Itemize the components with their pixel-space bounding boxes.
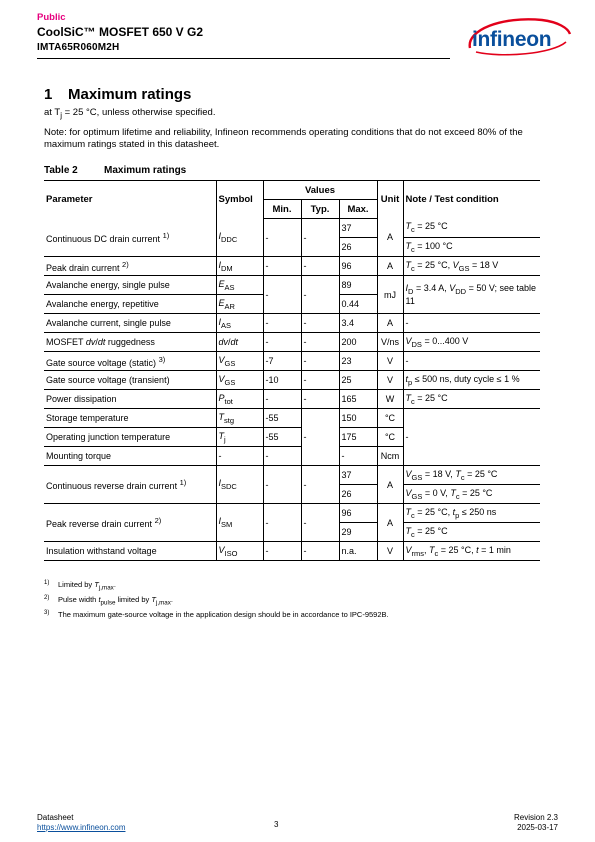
page-number: 3	[274, 820, 279, 829]
cell-min: -55	[263, 428, 301, 447]
footnote	[44, 580, 116, 592]
table-row	[44, 504, 540, 523]
cell-max: 89	[339, 276, 377, 295]
cell-max: 26	[339, 238, 377, 257]
table-row	[44, 352, 540, 371]
footnote-mark: 3)	[44, 610, 50, 616]
cell-symbol: $E_{AR}$	[216, 295, 263, 314]
footer-url-link[interactable]: https://www.infineon.com	[37, 823, 126, 832]
cell-unit: A	[377, 504, 403, 542]
cell-param: Avalanche energy, repetitive	[44, 295, 216, 314]
cell-unit: V	[377, 371, 403, 390]
cell-unit: V/ns	[377, 333, 403, 352]
cell-max: 25	[339, 371, 377, 390]
logo-text: infineon	[472, 28, 552, 51]
cell-max: 29	[339, 523, 377, 542]
cell-min: -	[263, 333, 301, 352]
col-header-symbol: Symbol	[216, 181, 263, 219]
cell-max: 23	[339, 352, 377, 371]
table-row	[44, 257, 540, 276]
col-header-values: Values	[263, 181, 377, 200]
cell-note: $T_c = 25$ °C	[403, 219, 540, 238]
cell-symbol: $T_j$	[216, 428, 263, 447]
table-row	[44, 409, 540, 428]
cell-max: 37	[339, 466, 377, 485]
cell-max: 96	[339, 504, 377, 523]
cell-note: $V_{rms}$, $T_c = 25$ °C, t = 1 min	[403, 542, 540, 561]
cell-param: Storage temperature	[44, 409, 216, 428]
section-title: Maximum ratings	[68, 86, 192, 103]
cell-param: Operating junction temperature	[44, 428, 216, 447]
section-note: Note: for optimum lifetime and reliability, Infineon recommends operating conditions that do not exceed 80% of the maximum ratings stated in this datasheet.	[44, 127, 523, 150]
cell-param: Gate source voltage (static) $^{3)}$	[44, 352, 216, 371]
cell-note: $V_{GS} = 18$ V, $T_c = 25$ °C	[403, 466, 540, 485]
table-caption	[44, 165, 186, 176]
cell-unit: V	[377, 352, 403, 371]
cell-param: Avalanche energy, single pulse	[44, 276, 216, 295]
cell-note: $t_p \le 500$ ns, duty cycle ≤ 1 %	[403, 371, 540, 390]
cell-symbol: $I_{AS}$	[216, 314, 263, 333]
col-header-min: Min.	[263, 200, 301, 219]
product-title: CoolSiC™ MOSFET 650 V G2	[37, 25, 204, 39]
cell-unit: A	[377, 466, 403, 504]
col-header-note: Note / Test condition	[403, 181, 540, 219]
table-caption-label: Table 2	[44, 165, 78, 176]
footnote-mark: 1)	[44, 580, 50, 586]
footer-date: 2025-03-17	[517, 823, 558, 832]
cell-note: $T_c = 25$ °C	[403, 390, 540, 409]
cell-min: -	[263, 504, 301, 542]
section-intro: at $T_j = 25$ °C, unless otherwise specified.	[44, 107, 216, 120]
cell-min: -	[263, 314, 301, 333]
cell-note: -	[403, 314, 540, 333]
cell-min: -55	[263, 409, 301, 428]
cell-typ: -	[301, 314, 339, 333]
cell-unit: °C	[377, 428, 403, 447]
cell-max: 200	[339, 333, 377, 352]
cell-symbol: $I_{SM}$	[216, 504, 263, 542]
cell-unit: V	[377, 542, 403, 561]
cell-typ: -	[301, 257, 339, 276]
cell-min: -	[263, 257, 301, 276]
cell-max: 3.4	[339, 314, 377, 333]
table-row	[44, 542, 540, 561]
cell-note: -	[403, 352, 540, 371]
cell-param: Mounting torque	[44, 447, 216, 466]
cell-note: $T_c = 25$ °C	[403, 523, 540, 542]
col-header-max: Max.	[339, 200, 377, 219]
cell-symbol: -	[216, 447, 263, 466]
cell-unit: Ncm	[377, 447, 403, 466]
cell-param: Continuous DC drain current $^{1)}$	[44, 219, 216, 257]
cell-min: -	[263, 390, 301, 409]
table-row	[44, 371, 540, 390]
cell-symbol: $V_{GS}$	[216, 352, 263, 371]
cell-typ: -	[301, 409, 339, 466]
cell-param: Avalanche current, single pulse	[44, 314, 216, 333]
footnote-mark: 2)	[44, 595, 50, 601]
cell-symbol: $V_{GS}$	[216, 371, 263, 390]
cell-param: Peak drain current $^{2)}$	[44, 257, 216, 276]
section-heading	[44, 86, 191, 103]
cell-min: -	[263, 219, 301, 257]
cell-typ: -	[301, 371, 339, 390]
cell-note: $I_D = 3.4$ A, $V_{DD} = 50$ V; see table 11	[403, 276, 540, 314]
cell-note: $V_{GS} = 0$ V, $T_c = 25$ °C	[403, 485, 540, 504]
cell-typ: -	[301, 333, 339, 352]
cell-symbol: $I_{DDC}$	[216, 219, 263, 257]
footer-doc-type: Datasheet	[37, 813, 74, 822]
cell-unit: A	[377, 257, 403, 276]
table-caption-title: Maximum ratings	[104, 165, 187, 176]
cell-max: 175	[339, 428, 377, 447]
cell-typ: -	[301, 466, 339, 504]
table-row	[44, 390, 540, 409]
col-header-unit: Unit	[377, 181, 403, 219]
cell-unit: °C	[377, 409, 403, 428]
cell-symbol: $I_{SDC}$	[216, 466, 263, 504]
table-row	[44, 333, 540, 352]
cell-symbol: $T_{stg}$	[216, 409, 263, 428]
max-ratings-table	[44, 180, 540, 561]
cell-min: -	[263, 542, 301, 561]
cell-param: Power dissipation	[44, 390, 216, 409]
cell-typ: -	[301, 352, 339, 371]
cell-note: $T_c = 25$ °C, $V_{GS} = 18$ V	[403, 257, 540, 276]
cell-note: $T_c = 100$ °C	[403, 238, 540, 257]
cell-max: 26	[339, 485, 377, 504]
footer-revision: Revision 2.3	[513, 813, 558, 822]
table-row	[44, 219, 540, 238]
part-number: IMTA65R060M2H	[37, 42, 120, 53]
cell-typ: -	[301, 219, 339, 257]
cell-symbol: $P_{tot}$	[216, 390, 263, 409]
cell-typ: -	[301, 542, 339, 561]
cell-param: Peak reverse drain current $^{2)}$	[44, 504, 216, 542]
cell-param: MOSFET dv/dt ruggedness	[44, 333, 216, 352]
cell-max: 96	[339, 257, 377, 276]
col-header-typ: Typ.	[301, 200, 339, 219]
cell-max: -	[339, 447, 377, 466]
cell-symbol: $E_{AS}$	[216, 276, 263, 295]
footnote-text: Limited by $T_{j,max}$.	[58, 580, 116, 592]
table-row	[44, 466, 540, 485]
cell-note: $T_c = 25$ °C, $t_p \le 250$ ns	[403, 504, 540, 523]
cell-param: Continuous reverse drain current $^{1)}$	[44, 466, 216, 504]
cell-param: Gate source voltage (transient)	[44, 371, 216, 390]
footnote-text: The maximum gate-source voltage in the application design should be in accordance to IPC-9592B.	[58, 610, 389, 619]
table-row	[44, 314, 540, 333]
cell-typ: -	[301, 390, 339, 409]
cell-unit: mJ	[377, 276, 403, 314]
cell-unit: A	[377, 314, 403, 333]
cell-unit: W	[377, 390, 403, 409]
cell-typ: -	[301, 276, 339, 314]
cell-max: 165	[339, 390, 377, 409]
cell-symbol: $V_{ISO}$	[216, 542, 263, 561]
cell-max: n.a.	[339, 542, 377, 561]
infineon-logo	[462, 14, 574, 58]
cell-typ: -	[301, 504, 339, 542]
footnote-text: Pulse width $t_{pulse}$ limited by $T_{j,max}$.	[58, 595, 173, 607]
cell-symbol: $I_{DM}$	[216, 257, 263, 276]
cell-max: 0.44	[339, 295, 377, 314]
footnote	[44, 595, 173, 607]
cell-max: 150	[339, 409, 377, 428]
cell-min: -7	[263, 352, 301, 371]
classification-label: Public	[37, 12, 66, 23]
cell-min: -	[263, 447, 301, 466]
cell-unit: A	[377, 219, 403, 257]
cell-symbol: dv/dt	[216, 333, 263, 352]
cell-note: $V_{DS} = 0...400$ V	[403, 333, 540, 352]
cell-param: Insulation withstand voltage	[44, 542, 216, 561]
cell-max: 37	[339, 219, 377, 238]
cell-min: -	[263, 466, 301, 504]
col-header-parameter: Parameter	[44, 181, 216, 219]
table-row	[44, 276, 540, 295]
section-number: 1	[44, 86, 53, 103]
footnote	[44, 610, 389, 619]
cell-min: -10	[263, 371, 301, 390]
header-divider	[37, 58, 450, 59]
cell-min: -	[263, 276, 301, 314]
cell-note: -	[403, 409, 540, 466]
